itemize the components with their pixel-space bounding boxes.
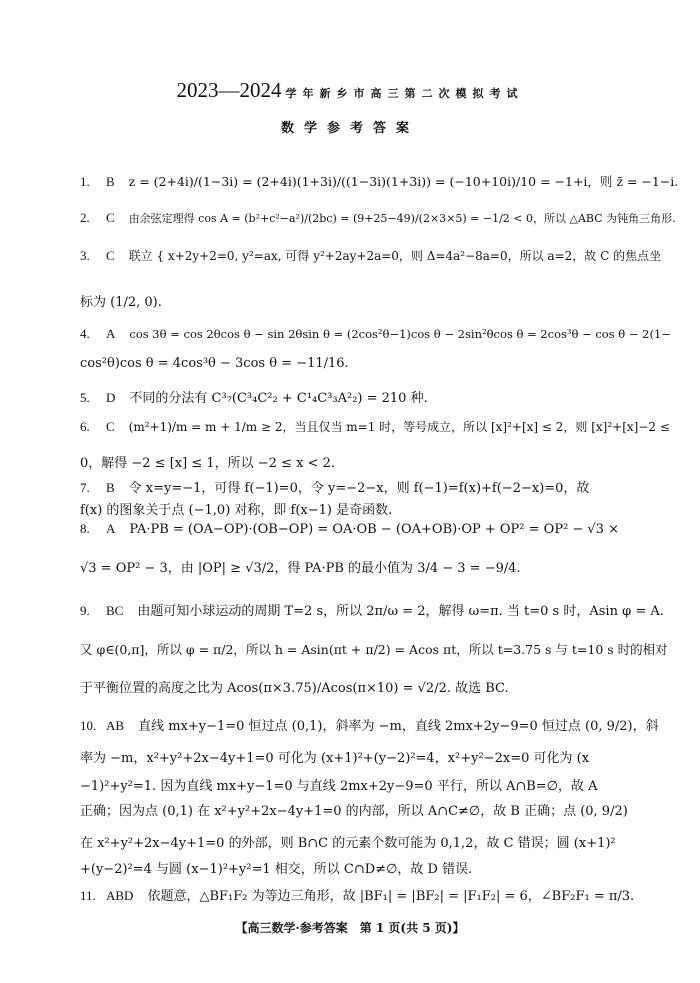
answer-number: 2. [80, 210, 90, 225]
answer-number: 7. [80, 480, 90, 495]
answer-item [80, 885, 680, 904]
answer-number: 10. [80, 718, 97, 733]
answer-choice: B [106, 174, 115, 189]
answer-choice: D [106, 390, 116, 405]
answer-continuation [80, 747, 680, 766]
answer-number: 11. [80, 888, 96, 903]
answer-text: f(x) 的图象关于点 (−1,0) 对称，即 f(x−1) 是奇函数. [80, 503, 393, 518]
answer-item [80, 600, 680, 619]
answer-choice: A [106, 521, 116, 536]
title-years: 2023—2024 [176, 78, 282, 102]
answer-number: 1. [80, 174, 90, 189]
answer-text: √3 = OP² − 3，由 |OP| ≥ √3/2，得 PA·PB 的最小值为 3/4 − 3 = −9/4. [80, 561, 521, 576]
answer-number: 5. [80, 390, 90, 405]
answer-text: z = (2+4i)/(1−3i) = (2+4i)(1+3i)/((1−3i)(1+3i)) = (−10+10i)/10 = −1+i，则 z̄ = −1−i. [128, 174, 679, 189]
answer-choice: B [106, 480, 115, 495]
answer-choice: BC [106, 603, 124, 618]
answer-item [80, 247, 680, 264]
answer-continuation [80, 557, 680, 576]
answer-continuation [80, 452, 680, 471]
answer-text: 由余弦定理得 cos A = (b²+c²−a²)/(2bc) = (9+25−49)/(2×3×5) = −1/2 < 0，所以 △ABC 为钝角三角形. [128, 212, 676, 225]
answer-item [80, 326, 680, 342]
answer-text: cos 3θ = cos 2θcos θ − sin 2θsin θ = (2cos²θ−1)cos θ − 2sin²θcos θ = 2cos³θ − cos θ − 2(1− [129, 327, 671, 341]
answer-text: 不同的分法有 C³₇(C³₄C²₂ + C¹₄C³₃A²₂) = 210 种. [129, 391, 428, 406]
answer-text: 由题可知小球运动的周期 T=2 s，所以 2π/ω = 2，解得 ω=π. 当 t=0 s 时，Asin φ = A. [137, 604, 664, 619]
answer-choice: C [106, 419, 115, 434]
answer-choice: ABD [106, 888, 134, 903]
answer-choice: A [106, 326, 116, 341]
answer-item [80, 521, 680, 537]
answer-continuation [80, 291, 680, 310]
answer-number: 8. [80, 521, 90, 536]
answer-item [80, 210, 680, 226]
answer-text: PA·PB = (OA−OP)·(OB−OP) = OA·OB − (OA+OB)·OP + OP² = OP² − √3 × [129, 522, 620, 537]
answer-choice: C [106, 210, 115, 225]
answer-number: 9. [80, 603, 90, 618]
answer-text: 0，解得 −2 ≤ [x] ≤ 1，所以 −2 ≤ x < 2. [80, 456, 335, 471]
answer-text: 在 x²+y²+2x−4y+1=0 的外部，则 B∩C 的元素个数可能为 0,1,2，故 C 错误；圆 (x+1)² [80, 836, 616, 851]
answer-continuation [80, 832, 680, 851]
answer-continuation [80, 499, 680, 518]
answer-text: 又 φ∈(0,π]，所以 φ = π/2，所以 h = Asin(πt + π/2) = Acos πt，所以 t=3.75 s 与 t=10 s 时的相对 [80, 642, 668, 657]
answer-text: 标为 (1/2, 0). [80, 295, 162, 310]
answer-text: (m²+1)/m = m + 1/m ≥ 2，当且仅当 m=1 时，等号成立，所以 [x]²+[x] ≤ 2，则 [x]²+[x]−2 ≤ [128, 420, 670, 434]
answer-text: cos²θ)cos θ = 4cos³θ − 3cos θ = −11/16. [80, 356, 349, 371]
answer-text: 于平衡位置的高度之比为 Acos(π×3.75)/Acos(π×10) = √2/2. 故选 BC. [80, 681, 509, 696]
answer-item [80, 418, 680, 435]
answer-text: 率为 −m，x²+y²+2x−4y+1=0 可化为 (x+1)²+(y−2)²=4，x²+y²−2x=0 可化为 (x [80, 751, 590, 766]
answer-continuation [80, 640, 680, 658]
answer-continuation [80, 800, 680, 819]
title-text: 学年新乡市高三第二次模拟考试 [285, 87, 524, 100]
answer-text: 依题意，△BF₁F₂ 为等边三角形，故 |BF₁| = |BF₂| = |F₁F₂| = 6，∠BF₂F₁ = π/3. [147, 889, 635, 904]
page-subtitle: 数学参考答案 [280, 121, 419, 136]
answer-continuation [80, 677, 680, 696]
answer-text: 令 x=y=−1，可得 f(−1)=0，令 y=−2−x，则 f(−1)=f(x)+f(−2−x)=0，故 [128, 481, 590, 496]
answer-text: 直线 mx+y−1=0 恒过点 (0,1)，斜率为 −m，直线 2mx+2y−9=0 恒过点 (0, 9/2)，斜 [138, 719, 659, 734]
answer-choice: AB [106, 718, 125, 733]
answer-continuation [80, 775, 680, 794]
answer-text: 联立 { x+2y+2=0, y²=ax, 可得 y²+2ay+2a=0，则 Δ=4a²−8a=0，所以 a=2，故 C 的焦点坐 [128, 249, 662, 263]
answer-number: 3. [80, 248, 90, 263]
answer-number: 4. [80, 326, 90, 341]
answer-item [80, 715, 680, 734]
page-title [0, 78, 700, 103]
answer-continuation [80, 858, 680, 877]
answer-choice: C [106, 248, 115, 263]
page-footer: 【高三数学·参考答案 第 1 页(共 5 页)】 [235, 921, 465, 935]
answer-text: +(y−2)²=4 与圆 (x−1)²+y²=1 相交，所以 C∩D≠∅，故 D 错误. [80, 862, 473, 877]
answer-text: 正确；因为点 (0,1) 在 x²+y²+2x−4y+1=0 的内部，所以 A∩C≠∅，故 B 正确；点 (0, 9/2) [80, 804, 628, 819]
answer-item [80, 387, 680, 406]
answer-item [80, 477, 680, 496]
answer-item [80, 172, 680, 190]
answer-continuation [80, 356, 680, 371]
answer-text: −1)²+y²=1. 因为直线 mx+y−1=0 与直线 2mx+2y−9=0 平行，所以 A∩B=∅，故 A [80, 779, 598, 794]
answer-number: 6. [80, 419, 90, 434]
